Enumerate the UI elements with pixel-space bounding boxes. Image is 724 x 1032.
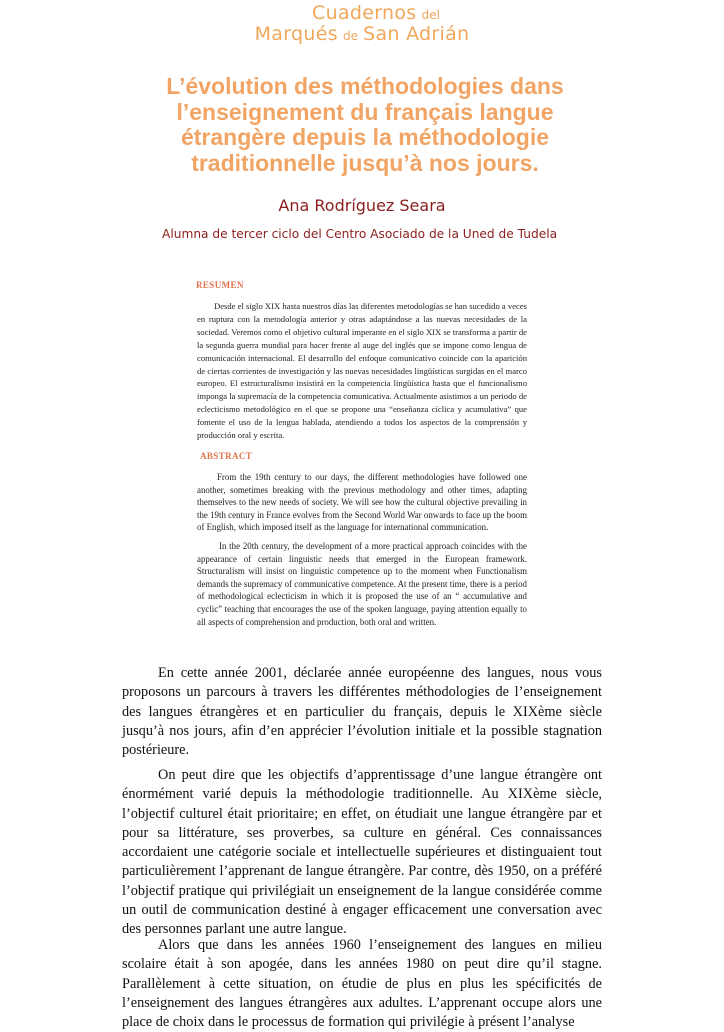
journal-word-de: de xyxy=(343,29,358,43)
journal-word-san-adrian: San Adrián xyxy=(363,23,470,45)
article-author: Ana Rodríguez Seara xyxy=(278,196,446,215)
abstract-paragraph-2: In the 20th century, the development of a more practical approach coincides with the appearance of certain linguistic needs that emerged in the European framework. Structuralism will insist on linguistic competence up to the moment when Functionalism demands the supremacy of communicative competence. At the present time, there is a period of methodological eclecticism in which it is proposed the use of an “ accumulative and cyclic” teaching that encourages the use of the spoken language, paying attention equally to all aspects of comprehension and production, both oral and written. xyxy=(197,541,527,627)
resumen-text: Desde el siglo XIX hasta nuestros días las diferentes metodologías se han sucedido a veces en ruptura con la metodología anterior y otras adaptándose a las nuevas necesidades de la sociedad. Veremos como el objetivo cultural imperante en el siglo XIX se transforma a partir de la segunda guerra mundial para hacer frente al auge del inglés que se impone como lengua de comunicación internacional. El desarrollo del enfoque comunicativo coincide con la aparición de ciertas corrientes de investigación y las nuevas necesidades lingüísticas surgidas en el marco europeo. El estructuralismo insistirá en la competencia lingüística hasta que el funcionalismo imponga la supremacía de la competencia comunicativa. Actualmente asistimos a un periodo de eclecticismo metodológico en el que se propone una “enseñanza cíclica y acumulativa” que fomente el uso de la lengua hablada, atendiendo a todos los aspectos de la comprensión y producción oral y escrita. xyxy=(197,301,527,441)
journal-name-line2 xyxy=(0,25,724,46)
abstract-paragraph-1: From the 19th century to our days, the different methodologies have followed one another, sometimes breaking with the previous methodology and other times, adapting themselves to the new needs of society. We will see how the cultural objective prevailing in the 19th century in France evolves from the Second World War onwards to face up the boom of English, which imposed itself as the language for international communication. xyxy=(197,472,527,533)
journal-word-marques: Marqués xyxy=(254,23,338,45)
journal-word-del: del xyxy=(421,8,440,22)
resumen-heading: RESUMEN xyxy=(196,280,244,290)
body-paragraph-1: En cette année 2001, déclarée année européenne des langues, nous vous proposons un parcours à travers les différentes méthodologies de l’enseignement des langues étrangères et en particulier du français, depuis le XIXème siècle jusqu’à nos jours, afin d’en apprécier l’évolution initiale et la possible stagnation postérieure. xyxy=(122,665,602,759)
article-title: L’évolution des méthodologies dans l’enseignement du français langue étrangère depuis la méthodologie traditionnelle jusqu’à nos jours. xyxy=(166,73,564,176)
body-paragraph-3: Alors que dans les années 1960 l’enseignement des langues en milieu scolaire était à son apogée, dans les années 1980 on peut dire qu’il stagne. Parallèlement à cette situation, on étudie de plus en plus les spécificités de l’enseignement des langues étrangères aux adultes. L’apprenant occupe alors une place de choix dans le processus de formation qui privilégie à présent l’analyse xyxy=(122,937,602,1031)
author-affiliation: Alumna de tercer ciclo del Centro Asociado de la Uned de Tudela xyxy=(162,227,558,241)
journal-word-cuadernos: Cuadernos xyxy=(312,2,417,24)
abstract-heading: ABSTRACT xyxy=(200,451,253,461)
journal-name-line1 xyxy=(0,4,724,25)
body-paragraph-2: On peut dire que les objectifs d’apprentissage d’une langue étrangère ont énormément varié depuis la méthodologie traditionnelle. Au XIXème siècle, l’objectif culturel était prioritaire; en effet, on étudiait une langue étrangère par et pour sa littérature, ses proverbes, sa culture en général. Ces connaissances accordaient une catégorie sociale et intellectuelle supérieures et distinguaient tout particulièrement l’apprenant de langue étrangère. Par contre, dès 1950, on a préféré l’objectif pratique qui privilégiait un enseignement de la langue considérée comme un outil de communication destiné à engager efficacement une conversation avec des personnes parlant une autre langue. xyxy=(122,767,602,938)
journal-logo xyxy=(0,4,724,46)
